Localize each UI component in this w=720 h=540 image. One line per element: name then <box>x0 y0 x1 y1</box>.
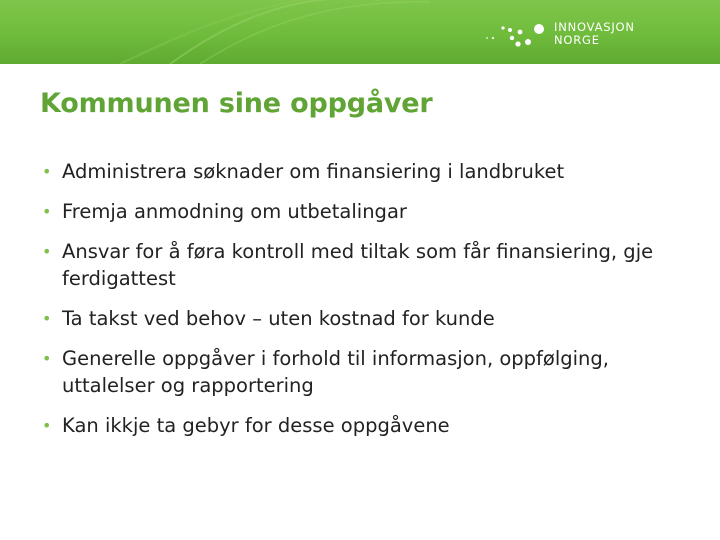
bullet-text: Generelle oppgåver i forhold til informasjon, oppfølging, uttalelser og rapportering <box>62 347 609 397</box>
bullet-text: Fremja anmodning om utbetalingar <box>62 200 407 223</box>
bullet-dot-icon: • <box>42 162 52 181</box>
logo-line-1: INNOVASJON <box>554 20 635 34</box>
header-band <box>0 0 720 64</box>
innovasjon-norge-logo <box>484 18 654 50</box>
bullet-text: Kan ikkje ta gebyr for desse oppgåvene <box>62 414 450 437</box>
logo-line-2: NORGE <box>554 33 600 47</box>
logo-wordmark <box>554 21 635 47</box>
dot-cluster-icon <box>484 18 546 50</box>
slide-title: Kommunen sine oppgåver <box>40 88 433 119</box>
bullet-item <box>40 198 680 225</box>
bullet-dot-icon: • <box>42 202 52 221</box>
bullet-item <box>40 238 680 292</box>
bullet-item <box>40 345 680 399</box>
bullet-item <box>40 412 680 439</box>
bullet-item <box>40 305 680 332</box>
bullet-dot-icon: • <box>42 416 52 435</box>
bullet-dot-icon: • <box>42 349 52 368</box>
bullet-item <box>40 158 680 185</box>
bullet-text: Administrera søknader om finansiering i landbruket <box>62 160 565 183</box>
bullet-text: Ta takst ved behov – uten kostnad for kunde <box>62 307 495 330</box>
bullet-dot-icon: • <box>42 309 52 328</box>
bullet-text: Ansvar for å føra kontroll med tiltak som får finansiering, gje ferdigattest <box>62 240 654 290</box>
bullet-list <box>40 158 680 452</box>
bullet-dot-icon: • <box>42 242 52 261</box>
